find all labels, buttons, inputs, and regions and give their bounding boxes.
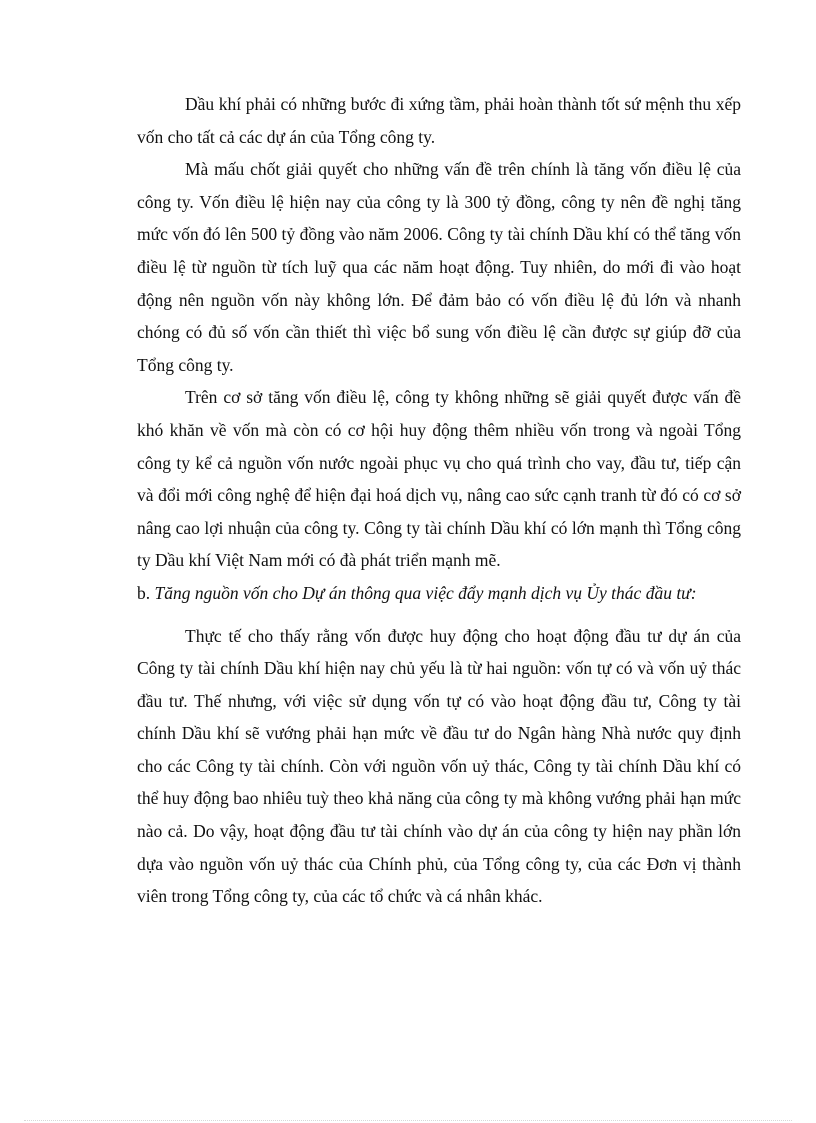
- paragraph-capital-benefits: Trên cơ sở tăng vốn điều lệ, công ty không những sẽ giải quyết được vấn đề khó khăn về vốn mà còn có cơ hội huy động thêm nhiều vốn trong và ngoài Tổng công ty kể cả nguồn vốn nước ngoài phục vụ cho quá trình cho vay, đầu tư, tiếp cận và đổi mới công nghệ để hiện đại hoá dịch vụ, nâng cao sức cạnh tranh từ đó có cơ sở nâng cao lợi nhuận của công ty. Công ty tài chính Dầu khí có lớn mạnh thì Tổng công ty Dầu khí Việt Nam mới có đà phát triển mạnh mẽ.: [137, 387, 741, 571]
- page-bottom-divider: [24, 1120, 792, 1121]
- paragraph-mission: Dầu khí phải có những bước đi xứng tầm, phải hoàn thành tốt sứ mệnh thu xếp vốn cho tất cả các dự án của Tổng công ty.: [137, 94, 741, 147]
- document-page: [137, 88, 741, 913]
- section-heading-prefix: b.: [137, 582, 155, 603]
- section-heading: [137, 577, 741, 610]
- paragraph-charter-capital: Mà mấu chốt giải quyết cho những vấn đề trên chính là tăng vốn điều lệ của công ty. Vốn điều lệ hiện nay của công ty là 300 tỷ đồng, công ty nên đề nghị tăng mức vốn đó lên 500 tỷ đồng vào năm 2006. Công ty tài chính Dầu khí có thể tăng vốn điều lệ từ nguồn từ tích luỹ qua các năm hoạt động. Tuy nhiên, do mới đi vào hoạt động nên nguồn vốn này không lớn. Để đảm bảo có vốn điều lệ đủ lớn và nhanh chóng có đủ số vốn cần thiết thì việc bổ sung vốn điều lệ cần được sự giúp đỡ của Tổng công ty.: [137, 159, 741, 375]
- section-heading-title: Tăng nguồn vốn cho Dự án thông qua việc đẩy mạnh dịch vụ Ủy thác đầu tư:: [154, 582, 697, 603]
- paragraph-trust-investment: Thực tế cho thấy rằng vốn được huy động cho hoạt động đầu tư dự án của Công ty tài chính Dầu khí hiện nay chủ yếu là từ hai nguồn: vốn tự có và vốn uỷ thác đầu tư. Thế nhưng, với việc sử dụng vốn tự có vào hoạt động đầu tư, Công ty tài chính Dầu khí sẽ vướng phải hạn mức về đầu tư do Ngân hàng Nhà nước quy định cho các Công ty tài chính. Còn với nguồn vốn uỷ thác, Công ty tài chính Dầu khí có thể huy động bao nhiêu tuỳ theo khả năng của công ty mà không vướng phải hạn mức nào cả. Do vậy, hoạt động đầu tư tài chính vào dự án của công ty hiện nay phần lớn dựa vào nguồn vốn uỷ thác của Chính phủ, của Tổng công ty, của các Đơn vị thành viên trong Tổng công ty, của các tổ chức và cá nhân khác.: [137, 625, 741, 907]
